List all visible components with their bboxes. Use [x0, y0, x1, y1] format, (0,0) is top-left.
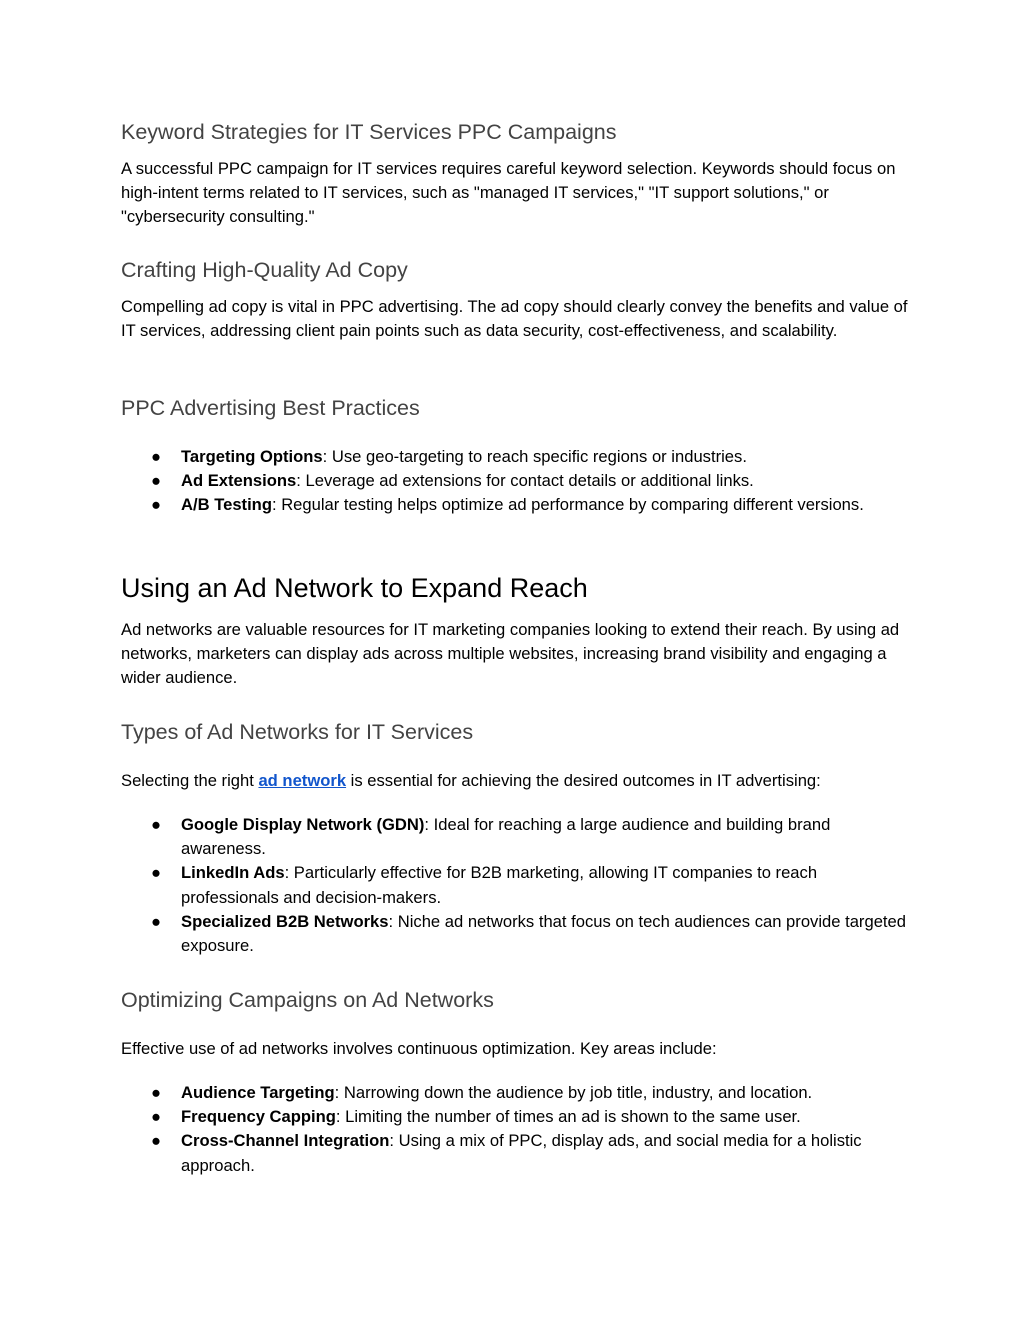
list-item-term: Specialized B2B Networks [181, 911, 389, 931]
list-item-text: : Leverage ad extensions for contact details or additional links. [296, 471, 754, 491]
optimizing-campaigns-heading: Optimizing Campaigns on Ad Networks [121, 988, 494, 1012]
list-item-text: : Narrowing down the audience by job title, industry, and location. [334, 1083, 813, 1102]
intro-text-before: Selecting the right [121, 771, 259, 790]
intro-text-after: is essential for achieving the desired outcomes in IT advertising: [346, 771, 821, 790]
list-item-text: : Use geo-targeting to reach specific regions or industries. [322, 447, 747, 466]
keyword-strategies-heading: Keyword Strategies for IT Services PPC Campaigns [121, 120, 617, 144]
list-item-term: Frequency Capping [181, 1107, 336, 1127]
ad-network-types-heading: Types of Ad Networks for IT Services [121, 720, 474, 744]
list-item-term: Ad Extensions [181, 471, 297, 491]
bullet-icon: ● [151, 863, 162, 883]
list-item [121, 910, 911, 958]
list-item-text: : Particularly effective for B2B marketing, allowing IT companies to reach professionals and decision-makers. [181, 863, 818, 907]
list-item [121, 445, 911, 469]
keyword-strategies-paragraph: A successful PPC campaign for IT services requires careful keyword selection. Keywords should focus on high-intent terms related to IT services, such as "managed IT services," "IT support solutions," or "cybersecurity consulting." [121, 159, 896, 227]
ad-network-types-list [121, 813, 911, 958]
ad-network-types-intro [121, 769, 911, 793]
optimizing-campaigns-intro: Effective use of ad networks involves continuous optimization. Key areas include: [121, 1039, 717, 1058]
list-item [121, 469, 911, 493]
list-item-term: Targeting Options [181, 447, 323, 466]
ad-network-heading: Using an Ad Network to Expand Reach [121, 573, 588, 603]
list-item-text: : Using a mix of PPC, display ads, and social media for a holistic approach. [181, 1131, 862, 1175]
list-item [121, 1081, 911, 1105]
list-item-text: : Ideal for reaching a large audience and building brand awareness. [181, 815, 831, 859]
list-item-term: LinkedIn Ads [181, 863, 285, 883]
ad-copy-heading: Crafting High-Quality Ad Copy [121, 258, 408, 282]
list-item-term: Google Display Network (GDN) [181, 815, 425, 834]
bullet-icon: ● [151, 911, 162, 931]
ad-network-paragraph: Ad networks are valuable resources for IT marketing companies looking to extend their reach. By using ad networks, marketers can display ads across multiple websites, increasing brand visibility and engaging a wider audience. [121, 620, 900, 688]
list-item-term: Cross-Channel Integration [181, 1131, 390, 1151]
bullet-icon: ● [151, 815, 162, 834]
bullet-icon: ● [151, 447, 162, 466]
ad-copy-paragraph: Compelling ad copy is vital in PPC advertising. The ad copy should clearly convey the benefits and value of IT services, addressing client pain points such as data security, cost-effectiveness, and scalability. [121, 297, 908, 341]
list-item-term: Audience Targeting [181, 1083, 335, 1102]
list-item-text: : Regular testing helps optimize ad performance by comparing different versions. [271, 495, 864, 515]
bullet-icon: ● [151, 471, 162, 491]
list-item-term: A/B Testing [181, 495, 272, 515]
list-item-text: : Limiting the number of times an ad is shown to the same user. [335, 1107, 801, 1127]
list-item [121, 813, 911, 861]
list-item [121, 1105, 911, 1129]
list-item [121, 493, 911, 517]
bullet-icon: ● [151, 495, 162, 515]
bullet-icon: ● [151, 1131, 162, 1151]
ad-network-link[interactable]: ad network [258, 771, 347, 790]
bullet-icon: ● [151, 1083, 162, 1102]
best-practices-heading: PPC Advertising Best Practices [121, 396, 420, 420]
list-item [121, 1129, 911, 1177]
list-item-text: : Niche ad networks that focus on tech audiences can provide targeted exposure. [181, 911, 906, 956]
best-practices-list [121, 445, 911, 518]
list-item [121, 861, 911, 909]
bullet-icon: ● [151, 1107, 162, 1127]
optimizing-campaigns-list [121, 1081, 911, 1178]
